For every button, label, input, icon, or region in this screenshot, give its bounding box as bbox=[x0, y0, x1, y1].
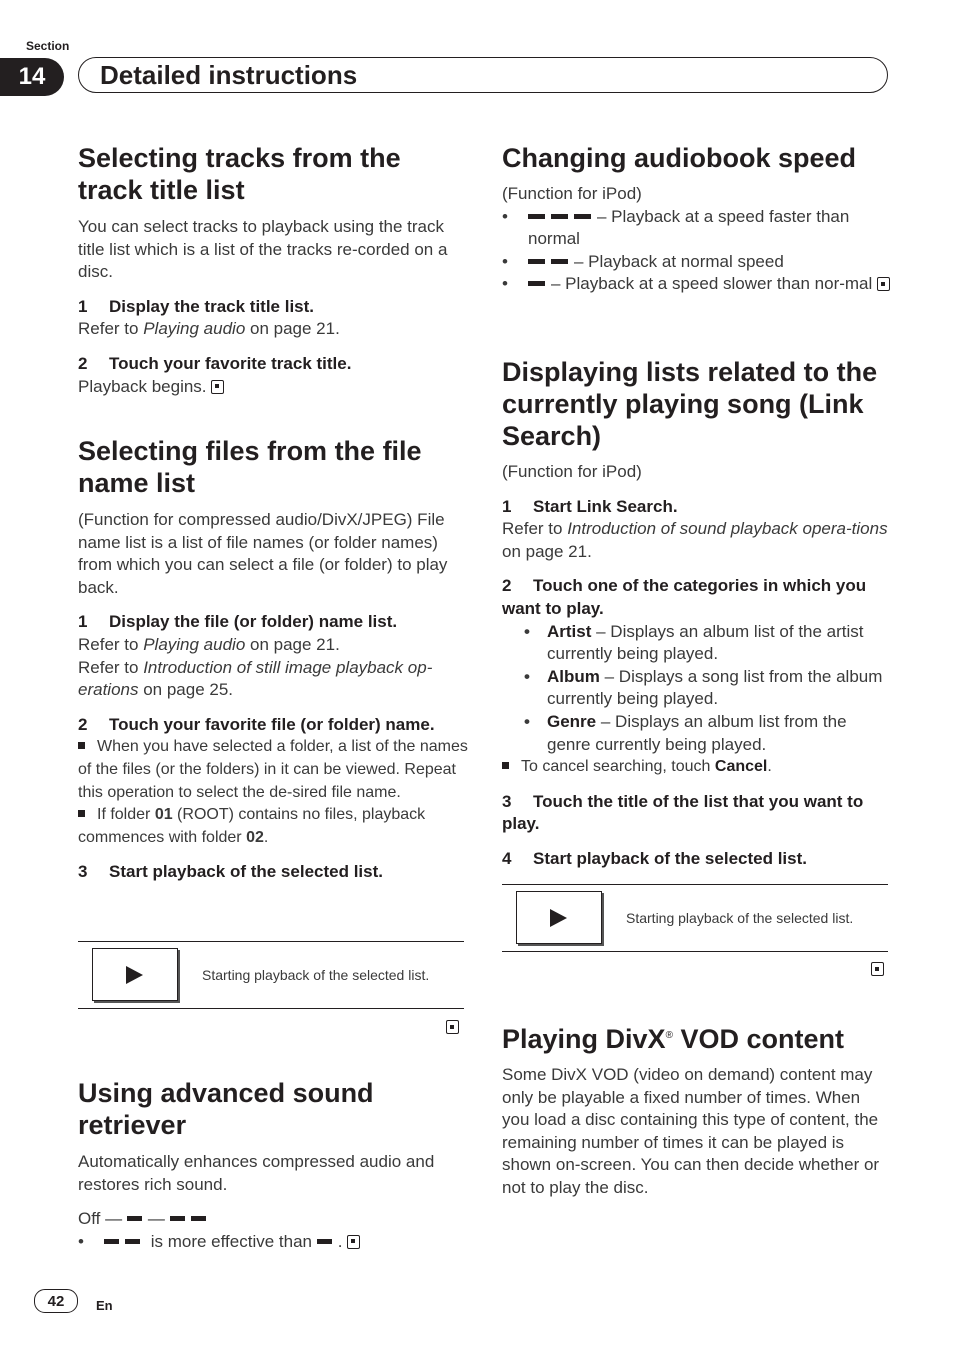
section-label: Section bbox=[26, 39, 70, 53]
file-list-intro: (Function for compressed audio/DivX/JPEG) File name list is a list of file names (or folder names) from which you can select a file (or folder) to play back. bbox=[78, 510, 448, 597]
step-2: 2 Touch one of the categories in which you want to play. bbox=[502, 576, 867, 618]
note-square-icon bbox=[78, 742, 85, 749]
end-mark-icon bbox=[211, 380, 224, 394]
track-list-intro: You can select tracks to playback using the track title list which is a list of the tracks re-corded on a disc. bbox=[78, 217, 448, 282]
step-3: 3 Touch the title of the list that you want to play. bbox=[502, 791, 864, 834]
playback-panel-left bbox=[78, 941, 464, 1009]
panel-caption: Starting playback of the selected list. bbox=[626, 910, 854, 926]
language-label: En bbox=[96, 1298, 113, 1313]
end-mark-icon bbox=[347, 1235, 360, 1249]
heading-track-title-list: Selecting tracks from the track title list bbox=[78, 143, 401, 205]
panel-caption: Starting playback of the selected list. bbox=[202, 967, 430, 983]
step-3: 3 Start playback of the selected list. bbox=[78, 862, 383, 882]
note-cancel: To cancel searching, touch Cancel. bbox=[502, 756, 892, 779]
step-1-reference-2: Refer to Introduction of still image playback op-erations on page 25. bbox=[78, 657, 433, 700]
sound-retriever-modes: Off — — bbox=[78, 1208, 468, 1231]
page-title: Detailed instructions bbox=[100, 60, 358, 90]
play-button[interactable] bbox=[92, 948, 178, 1001]
step-1: 1 Display the file (or folder) name list. bbox=[78, 612, 398, 632]
step-1-reference-1: Refer to Playing audio on page 21. bbox=[78, 634, 340, 654]
step-1-reference: Refer to Introduction of sound playback opera-tions on page 21. bbox=[502, 519, 888, 561]
step-4: 4 Start playback of the selected list. bbox=[502, 848, 807, 868]
level-2-icon bbox=[170, 1216, 185, 1221]
play-button[interactable] bbox=[516, 891, 602, 944]
note-folder-selected: When you have selected a folder, a list of the names of the files (or the folders) in it can be viewed. Repeat this operation to select the de-sired file name. bbox=[78, 738, 468, 801]
playback-panel-right bbox=[502, 884, 888, 952]
note-root-folder: If folder 01 (ROOT) contains no files, playback commences with folder 02. bbox=[78, 806, 426, 846]
level-1-icon bbox=[317, 1239, 332, 1244]
step-1: 1 Display the track title list. bbox=[78, 296, 315, 316]
end-mark-icon bbox=[877, 277, 890, 291]
page-number: 42 bbox=[34, 1289, 78, 1313]
note-square-icon bbox=[502, 762, 509, 769]
step-1-reference: Refer to Playing audio on page 21. bbox=[78, 319, 340, 339]
section-file-name-list bbox=[78, 435, 468, 884]
speed-normal: • – Playback at normal speed bbox=[502, 251, 784, 271]
end-mark-icon bbox=[446, 1019, 459, 1037]
function-note: (Function for iPod) bbox=[502, 184, 642, 203]
level-1-icon bbox=[127, 1216, 142, 1221]
play-icon bbox=[126, 966, 143, 984]
play-icon bbox=[550, 909, 567, 927]
heading-file-name-list: Selecting files from the file name list bbox=[78, 436, 422, 498]
speed-faster: • – Playback at a speed faster than normal bbox=[502, 206, 850, 249]
category-album: • Album – Displays a song list from the album currently being played. bbox=[524, 666, 883, 709]
section-divx-vod bbox=[502, 1020, 892, 1200]
section-audiobook-speed bbox=[502, 142, 892, 296]
category-genre: • Genre – Displays an album list from the genre currently being played. bbox=[524, 711, 847, 754]
category-list bbox=[502, 621, 892, 757]
category-artist: • Artist – Displays an album list of the artist currently being played. bbox=[524, 621, 864, 664]
section-number-badge: 14 bbox=[0, 58, 64, 96]
section-sound-retriever bbox=[78, 1077, 468, 1253]
note-square-icon bbox=[78, 810, 85, 817]
heading-sound-retriever: Using advanced sound retriever bbox=[78, 1078, 374, 1140]
step-2-text: Playback begins. bbox=[78, 376, 468, 399]
sound-retriever-note: • is more effective than . bbox=[78, 1231, 468, 1254]
function-note: (Function for iPod) bbox=[502, 462, 642, 481]
heading-audiobook-speed: Changing audiobook speed bbox=[502, 143, 857, 173]
step-2: 2 Touch your favorite track title. bbox=[78, 353, 352, 373]
end-mark-icon bbox=[871, 961, 884, 979]
step-1: 1 Start Link Search. bbox=[502, 496, 678, 516]
speed-slower: • – Playback at a speed slower than nor-mal bbox=[502, 273, 892, 296]
heading-link-search: Displaying lists related to the currently playing song (Link Search) bbox=[502, 357, 878, 451]
section-link-search bbox=[502, 356, 892, 871]
step-2: 2 Touch your favorite file (or folder) name. bbox=[78, 714, 435, 734]
sound-retriever-intro: Automatically enhances compressed audio and restores rich sound. bbox=[78, 1152, 435, 1194]
level-2-icon bbox=[104, 1239, 119, 1244]
divx-vod-text: Some DivX VOD (video on demand) content may only be playable a fixed number of times. When you load a disc containing this type of content, the remaining number of times it can be played is shown on-screen. You can then decide whether or not to play the disc. bbox=[502, 1065, 880, 1197]
section-track-title-list bbox=[78, 142, 468, 398]
heading-divx-vod: Playing DivX® VOD content bbox=[502, 1024, 844, 1054]
